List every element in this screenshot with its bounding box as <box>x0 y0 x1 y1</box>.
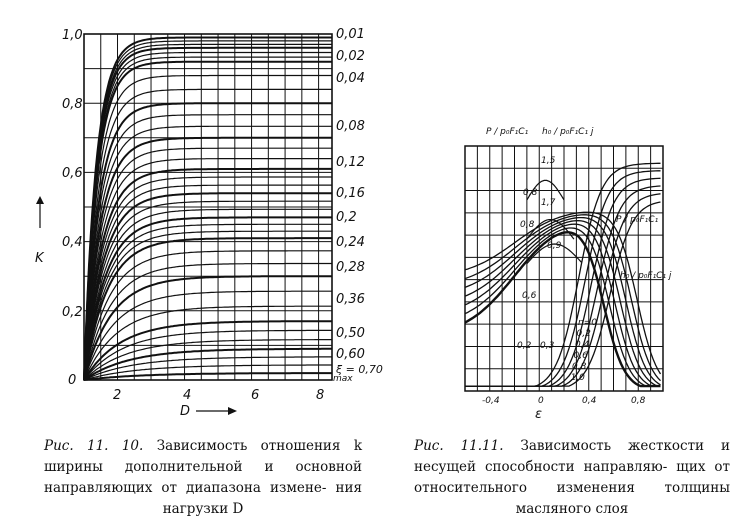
n-value-label: n=0 <box>578 318 597 328</box>
curve-label: 0,6 <box>522 291 537 301</box>
curve-label: 1,5 <box>541 156 556 166</box>
top-label-load: P / p₀F₁C₁ <box>486 127 529 137</box>
series-label: 0,36 <box>336 292 365 307</box>
series-line <box>84 193 332 380</box>
series-line <box>84 41 332 380</box>
y-tick-label: 0,6 <box>62 166 83 181</box>
figure-10-caption-line: ширины дополнительной и основной <box>44 459 362 475</box>
right-label-load: P / p₀F₁C₁ <box>616 215 659 225</box>
series-line <box>84 349 332 380</box>
y-tick-label: 1,0 <box>62 28 83 43</box>
n-value-label: 0,8 <box>572 362 587 372</box>
series-label: 0,04 <box>336 71 365 86</box>
figure-10-chart <box>35 27 383 419</box>
x-axis-arrow <box>196 407 237 415</box>
n-value-label: 1,0 <box>570 373 585 383</box>
curve-label: 0,2 <box>517 341 532 351</box>
series-label: 0,60 <box>336 347 365 362</box>
x-tick-label: 8 <box>316 388 325 403</box>
y-tick-label: 0,8 <box>62 97 83 112</box>
figure-10-caption-lead: Рис. 11. 10. <box>44 438 144 454</box>
series-label: 0,16 <box>336 186 365 201</box>
series-label: 0,50 <box>336 326 365 341</box>
figure-10-caption <box>44 436 362 520</box>
figure-11-chart <box>465 127 672 422</box>
series-label: 0,24 <box>336 235 365 250</box>
figure-11-caption-line: толщины масляного слоя <box>515 480 730 517</box>
figure-10-caption-line: направляющих от диапазона измене- <box>44 480 327 496</box>
x-label-suffix: max <box>333 374 353 384</box>
series-line <box>84 373 332 380</box>
series-label: 0,12 <box>336 155 365 170</box>
figure-10-grid <box>84 34 332 380</box>
y-tick-label: 0,4 <box>62 235 83 250</box>
curve-label: 0,3 <box>540 341 555 351</box>
series-line <box>84 231 332 380</box>
series-line <box>84 251 332 380</box>
x-tick-label: 0 <box>538 396 544 406</box>
series-label: 0,08 <box>336 119 365 134</box>
series-label: 0,28 <box>336 260 365 275</box>
figure-10-caption-line: Зависимость отношения k <box>156 438 362 454</box>
curve-label: 1,7 <box>541 198 556 208</box>
top-label-stiffness: h₀ / p₀F₁C₁ j <box>542 127 594 137</box>
curve-label: 0,9 <box>547 241 562 251</box>
series-label: 0,02 <box>336 49 365 64</box>
x-tick-label: 0,4 <box>582 396 597 406</box>
figure-11-caption <box>414 436 730 520</box>
x-axis-label: D <box>180 404 191 419</box>
figure-11-caption-line: щих от относительного изменения <box>414 459 730 496</box>
x-tick-label: 4 <box>183 388 192 403</box>
series-label: 0,2 <box>336 210 357 225</box>
series-line <box>465 224 661 386</box>
y-tick-label: 0,2 <box>62 305 83 320</box>
n-value-label: 0,6 <box>573 351 588 361</box>
n-value-label: 0,4 <box>575 340 590 350</box>
series-line <box>465 215 661 381</box>
series-label: ξ = 0,70 <box>336 363 383 376</box>
series-line <box>84 89 332 380</box>
y-tick-label: 0 <box>68 373 77 388</box>
figure-11-caption-line: Зависимость жесткости <box>520 438 705 454</box>
series-line <box>465 178 661 386</box>
figure-10-curves <box>84 38 332 381</box>
figure-10-series-labels <box>335 27 383 376</box>
series-line <box>84 209 332 380</box>
x-axis-label: ε <box>535 407 543 422</box>
figure-11-caption-line: и несущей способности направляю- <box>414 438 730 475</box>
y-axis-arrow <box>36 196 44 228</box>
y-axis-label: K <box>35 251 44 266</box>
right-label-stiffness: h₀ / p₀F₁C₁ j <box>620 271 672 281</box>
figure-11-caption-lead: Рис. 11.11. <box>414 438 504 454</box>
x-tick-label: 0,8 <box>631 396 646 406</box>
curve-label: 0,8 <box>523 188 538 198</box>
series-line <box>84 159 332 380</box>
n-value-label: 0,2 <box>576 329 591 339</box>
x-tick-label: 6 <box>251 388 260 403</box>
figure-10-caption-line: ния нагрузки D <box>162 480 363 517</box>
x-tick-label: 2 <box>113 388 122 403</box>
series-label: 0,01 <box>336 27 365 42</box>
x-tick-label: -0,4 <box>482 396 500 406</box>
curve-label: 0,8 <box>520 220 535 230</box>
